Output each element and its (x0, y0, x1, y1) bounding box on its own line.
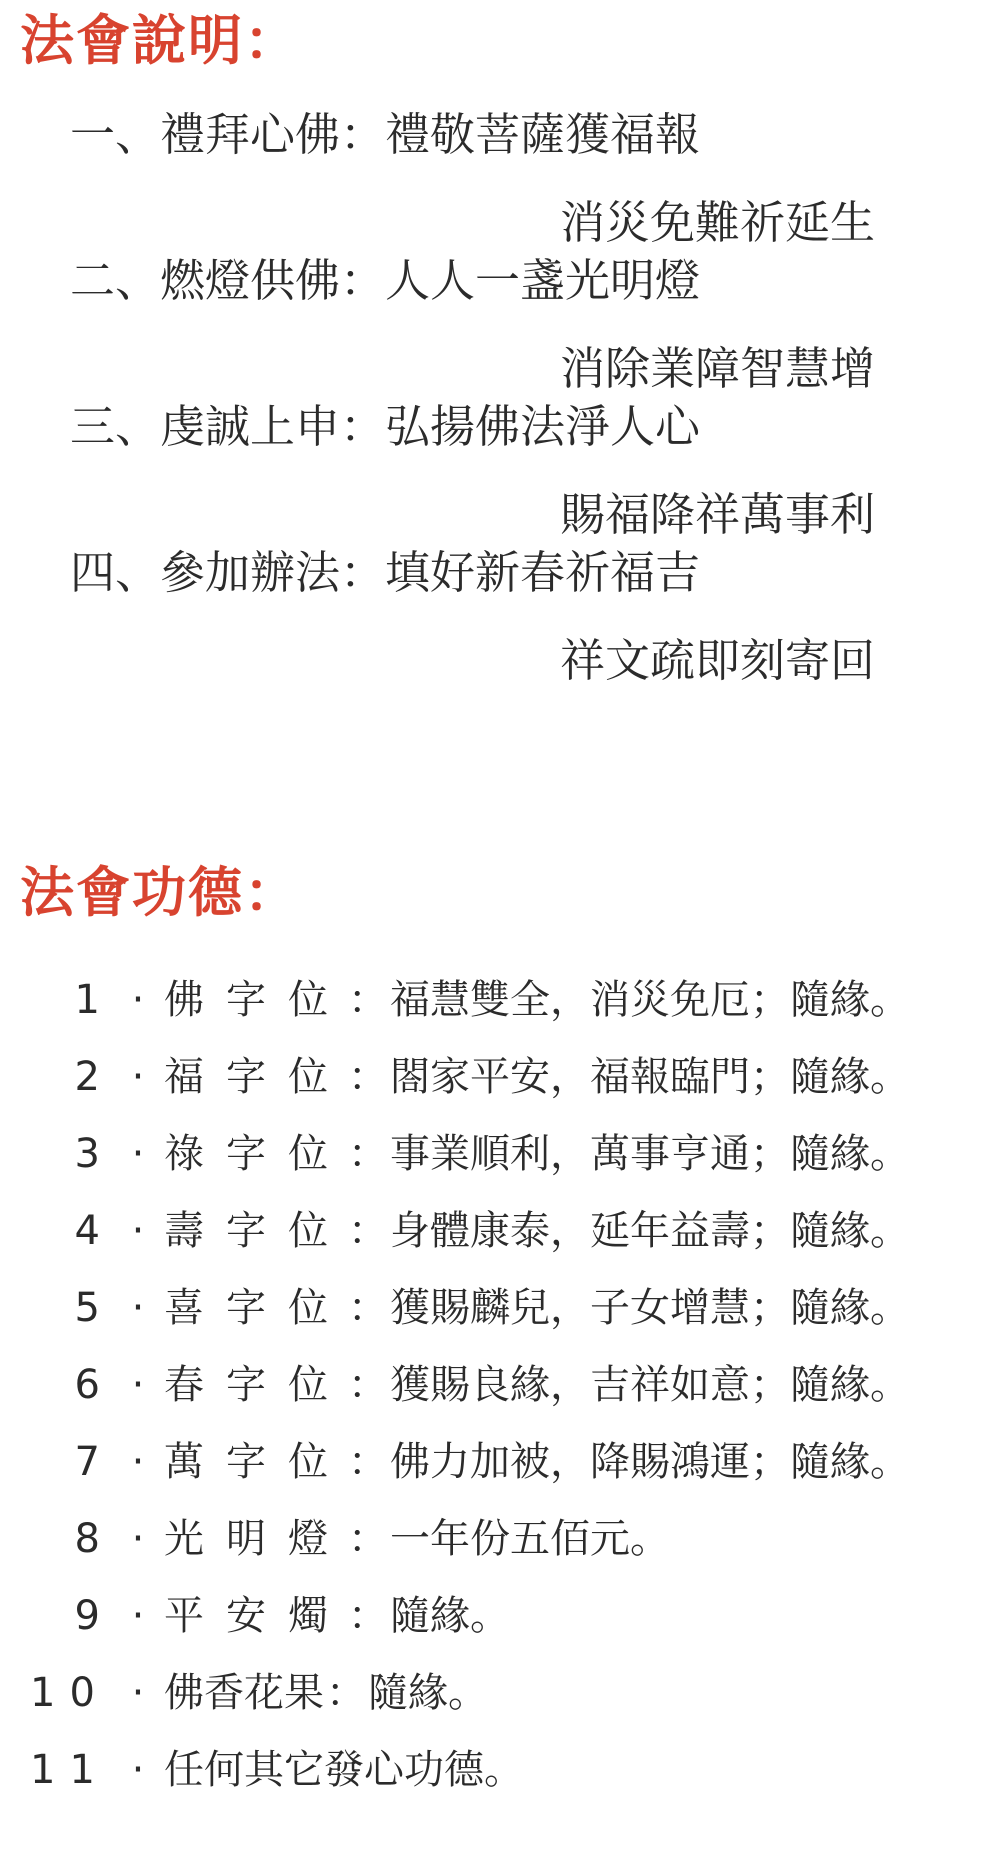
merit-colon: ： (348, 1208, 388, 1254)
merit-item (30, 975, 990, 1025)
merit-colon: ： (348, 1054, 388, 1100)
merit-label: 佛香花果 (164, 1670, 324, 1716)
explanation-line-continued: 消災免難祈延生 (560, 196, 876, 249)
explanation-line-continued: 祥文疏即刻寄回 (560, 634, 876, 687)
merit-dot: · (131, 1439, 145, 1485)
explanation-line-continued: 消除業障智慧增 (560, 342, 876, 395)
merit-number: 8 (74, 1516, 100, 1562)
merit-text: 佛力加被，降賜鴻運；隨緣。 (390, 1439, 910, 1485)
merit-label: 佛字位 (164, 977, 350, 1023)
merit-dot: · (131, 977, 145, 1023)
explanation-line-continued: 賜福降祥萬事利 (560, 488, 876, 541)
merit-text: 一年份五佰元。 (390, 1516, 670, 1562)
merit-item (30, 1591, 990, 1641)
merit-dot: · (131, 1054, 145, 1100)
merit-dot: · (131, 1131, 145, 1177)
merit-number: 3 (74, 1131, 100, 1177)
merit-text: 獲賜良緣，吉祥如意；隨緣。 (390, 1362, 910, 1408)
merit-text: 事業順利，萬事亨通；隨緣。 (390, 1131, 910, 1177)
merit-item (30, 1283, 990, 1333)
merit-colon: ： (348, 1362, 388, 1408)
merit-colon: ： (348, 977, 388, 1023)
merit-item (30, 1514, 990, 1564)
merit-text: 隨緣。 (368, 1670, 488, 1716)
merit-colon: ： (348, 1516, 388, 1562)
merit-number: 11 (30, 1747, 109, 1793)
merit-dot: · (131, 1285, 145, 1331)
merit-label: 壽字位 (164, 1208, 350, 1254)
merit-number: 5 (74, 1285, 100, 1331)
merit-item (30, 1052, 990, 1102)
explanation-line: 一、禮拜心佛：禮敬菩薩獲福報 (70, 108, 701, 161)
explanation-line: 四、參加辦法：填好新春祈福吉 (70, 546, 701, 599)
merit-item (30, 1206, 990, 1256)
merit-text: 獲賜麟兒，子女增慧；隨緣。 (390, 1285, 910, 1331)
merit-label: 春字位 (164, 1362, 350, 1408)
merit-number: 6 (74, 1362, 100, 1408)
merit-dot: · (131, 1670, 145, 1716)
merit-label: 福字位 (164, 1054, 350, 1100)
merit-colon: ： (348, 1131, 388, 1177)
merit-label: 平安燭 (164, 1593, 350, 1639)
merit-number: 4 (74, 1208, 100, 1254)
merit-item (30, 1437, 990, 1487)
merit-text: 閤家平安，福報臨門；隨緣。 (390, 1054, 910, 1100)
merit-dot: · (131, 1747, 145, 1793)
section-heading-explanation: 法會說明： (20, 9, 300, 72)
merit-item (30, 1745, 990, 1795)
merit-text: 身體康泰，延年益壽；隨緣。 (390, 1208, 910, 1254)
merit-dot: · (131, 1593, 145, 1639)
merit-number: 7 (74, 1439, 100, 1485)
merit-colon: ： (348, 1439, 388, 1485)
merit-item (30, 1668, 990, 1718)
merit-number: 10 (30, 1670, 109, 1716)
merit-dot: · (131, 1362, 145, 1408)
merit-colon: ： (348, 1593, 388, 1639)
explanation-line: 三、虔誠上申：弘揚佛法淨人心 (70, 400, 701, 453)
merit-label: 祿字位 (164, 1131, 350, 1177)
merit-number: 1 (74, 977, 100, 1023)
merit-colon: ： (326, 1670, 366, 1716)
merit-dot: · (131, 1208, 145, 1254)
merit-text: 隨緣。 (390, 1593, 510, 1639)
merit-label: 光明燈 (164, 1516, 350, 1562)
merit-label: 喜字位 (164, 1285, 350, 1331)
merit-number: 2 (74, 1054, 100, 1100)
merit-colon: ： (348, 1285, 388, 1331)
merit-number: 9 (74, 1593, 100, 1639)
explanation-line: 二、燃燈供佛：人人一盞光明燈 (70, 254, 701, 307)
merit-text: 任何其它發心功德。 (164, 1747, 524, 1793)
merit-label: 萬字位 (164, 1439, 350, 1485)
merit-dot: · (131, 1516, 145, 1562)
merit-item (30, 1360, 990, 1410)
merit-item (30, 1129, 990, 1179)
merit-text: 福慧雙全，消災免厄；隨緣。 (390, 977, 910, 1023)
section-heading-merits: 法會功德： (20, 861, 300, 924)
